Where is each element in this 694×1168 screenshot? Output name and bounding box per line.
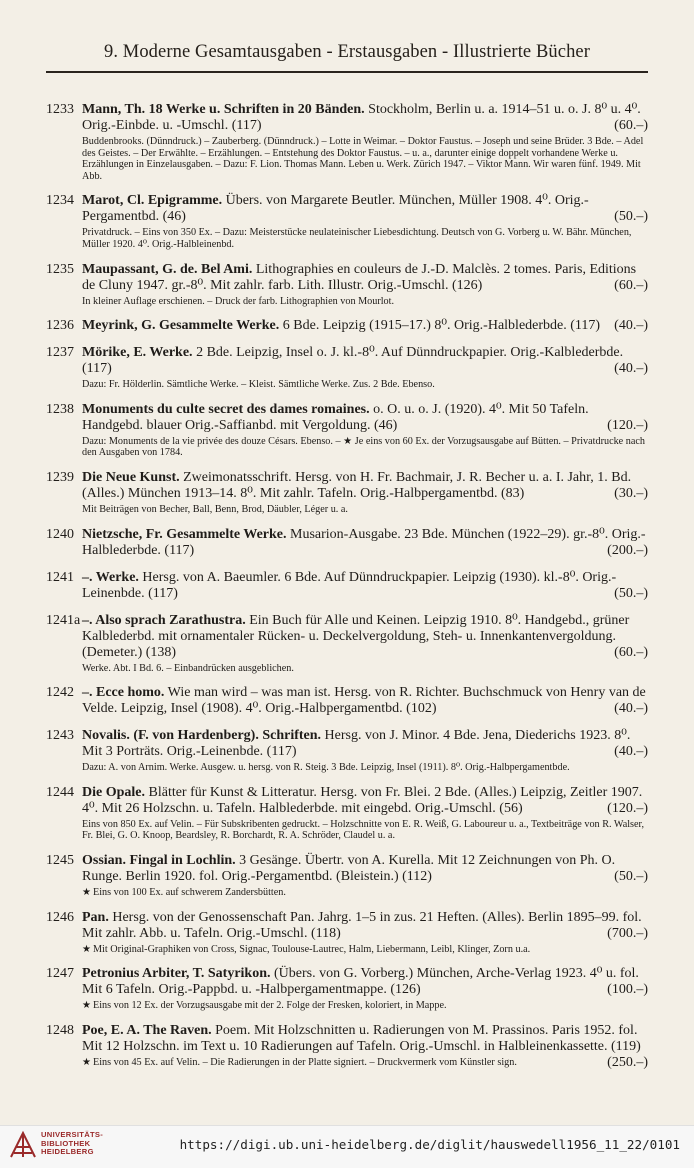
entry-title: Ossian. Fingal in Lochlin.	[82, 852, 236, 868]
entry-price: (700.–)	[607, 925, 648, 941]
entry-note: Buddenbrooks. (Dünndruck.) – Zauberberg. (Dünndruck.) – Lotte in Weimar. – Doktor Faustus. – Joseph und seine Brüder. 3 Bde. – Adel des Geistes. – Der Erwählte. – Erzählungen. – Entstehung des Doktor Faustus. – u. a., darunter einige doppelt vorhandene Werke u. Erzählungen in Einzelausgaben. – Dazu: F. Lion. Thomas Mann. Leben u. Werk. Zürich 1947. – Viktor Mann. Wir waren fünf. 1949. Mit Abb.	[82, 136, 644, 182]
entry-text: Übers. von Margarete Beutler. München, Müller 1908. 4⁰. Orig.-Pergamentbd. (46)	[82, 193, 589, 225]
entry-title: Mann, Th. 18 Werke u. Schriften in 20 Bänden.	[82, 102, 365, 117]
catalog-entry	[46, 570, 648, 602]
entry-text: Zweimonatsschrift. Hersg. von H. Fr. Bachmair, J. R. Becher u. a. I. Jahr, 1. Bd. (Alles.) München 1913–14. 8⁰. Mit zahlr. Tafeln. Orig.-Halbpergamentbd. (83)	[82, 469, 632, 501]
entry-text: Musarion-Ausgabe. 23 Bde. München (1922–29). gr.-8⁰. Orig.-Halblederbde. (117)	[82, 526, 646, 558]
catalog-entry	[46, 527, 648, 559]
star-icon: ★	[82, 943, 91, 955]
entry-text: o. O. u. o. J. (1920). 4⁰. Mit 50 Tafeln. Handgebd. blauer Orig.-Saffianbd. mit Vergoldung. (46)	[82, 401, 589, 433]
entry-text: Ein Buch für Alle und Keinen. Leipzig 1910. 8⁰. Handgebd., grüner Kalblederbd. mit ornamentaler Rücken- u. Deckelvergoldung, Steh- u. Innenkantenvergoldung. (Demeter.) (138)	[82, 612, 630, 660]
entry-title: Meyrink, G. Gesammelte Werke.	[82, 318, 280, 334]
library-logo-text: UNIVERSITÄTS- BIBLIOTHEK HEIDELBERG	[41, 1130, 104, 1157]
permalink-url[interactable]: https://digi.ub.uni-heidelberg.de/diglit/hauswedell1956_11_22/0101	[179, 1137, 680, 1152]
entry-price: (40.–)	[614, 361, 648, 377]
catalog-entry	[46, 853, 648, 899]
entry-text: Hersg. von A. Baeumler. 6 Bde. Auf Dünndruckpapier. Leipzig (1930). kl.-8⁰. Orig.-Leinenbde. (117)	[82, 569, 617, 601]
entry-price: (50.–)	[614, 209, 648, 225]
entry-number: 1239	[46, 469, 74, 485]
entry-number: 1245	[46, 852, 74, 868]
entry-title: Nietzsche, Fr. Gesammelte Werke.	[82, 526, 287, 542]
entry-title: Maupassant, G. de. Bel Ami.	[82, 261, 253, 277]
entry-title: Marot, Cl. Epigramme.	[82, 193, 223, 209]
catalog-entry	[46, 613, 648, 675]
entry-number: 1237	[46, 345, 74, 361]
page-header: 9. Moderne Gesamtausgaben - Erstausgaben - Illustrierte Bücher	[103, 42, 590, 62]
entry-text: 2 Bde. Leipzig, Insel o. J. kl.-8⁰. Auf Dünndruckpapier. Orig.-Kalblederbde. (117)	[82, 345, 624, 377]
entry-text: Hersg. von der Genossenschaft Pan. Jahrg. 1–5 in zus. 21 Heften. (Alles). Berlin 1895–99. fol. Mit zahlr. Abb. u. Tafeln. Orig.-Umschl. (118)	[82, 909, 642, 941]
entry-number: 1235	[46, 261, 74, 277]
entry-number: 1247	[46, 966, 74, 982]
entry-note: Mit Original-Graphiken von Cross, Signac, Toulouse-Lautrec, Halm, Liebermann, Leibl, Klinger, Zorn u.a.	[92, 943, 531, 955]
catalog-entry	[46, 910, 648, 956]
star-icon: ★	[82, 1000, 91, 1012]
entry-title: Die Neue Kunst.	[82, 469, 180, 485]
entry-number: 1248	[46, 1022, 74, 1038]
entry-note: Dazu: Fr. Hölderlin. Sämtliche Werke. – Kleist. Sämtliche Werke. Zus. 2 Bde. Ebenso.	[82, 379, 435, 391]
catalog-entry	[46, 1023, 648, 1069]
catalog-entry	[46, 402, 648, 459]
catalog-entry	[46, 262, 648, 308]
entry-title: Die Opale.	[82, 784, 145, 800]
entry-price: (120.–)	[607, 417, 648, 433]
entry-note: Eins von 45 Ex. auf Velin. – Die Radierungen in der Platte signiert. – Druckvermerk vom Künstler sign.	[92, 1056, 517, 1068]
entry-text: Hersg. von J. Minor. 4 Bde. Jena, Diederichs 1923. 8⁰. Mit 3 Porträts. Orig.-Leinenbde. (117)	[82, 728, 631, 760]
catalog-entry	[46, 470, 648, 516]
star-icon: ★	[82, 886, 91, 898]
entry-price: (60.–)	[614, 277, 648, 293]
entry-title: Novalis. (F. von Hardenberg). Schriften.	[82, 728, 322, 744]
entry-note: Dazu: Monuments de la vie privée des douze Césars. Ebenso. – ★ Je eins von 60 Ex. der Vorzugsausgabe auf Bütten. – Privatdrucke nach den Ausgaben von 1784.	[82, 435, 645, 459]
catalog-entry	[46, 728, 648, 774]
entry-number: 1242	[46, 685, 74, 701]
entry-list	[46, 102, 648, 1079]
entry-title: –. Ecce homo.	[82, 685, 165, 701]
catalog-entry	[46, 785, 648, 842]
entry-note: Mit Beiträgen von Becher, Ball, Benn, Brod, Däubler, Léger u. a.	[82, 503, 348, 515]
entry-number: 1238	[46, 401, 74, 417]
entry-number: 1246	[46, 909, 74, 925]
entry-note: Privatdruck. – Eins von 350 Ex. – Dazu: Meisterstücke neulateinischer Liebesdichtung. Deutsch von G. Vorberg u. W. Bähr. München, Müller 1920. 4⁰. Orig.-Halbleinenbd.	[82, 227, 632, 250]
entry-title: Pan.	[82, 909, 109, 925]
catalog-entry	[46, 318, 648, 334]
entry-number: 1240	[46, 526, 74, 542]
entry-note: Werke. Abt. I Bd. 6. – Einbandrücken ausgeblichen.	[82, 662, 294, 674]
catalog-entry	[46, 193, 648, 250]
entry-title: –. Werke.	[82, 569, 139, 585]
entry-price: (100.–)	[607, 982, 648, 998]
entry-price: (120.–)	[607, 800, 648, 816]
entry-note: Dazu: A. von Arnim. Werke. Ausgew. u. hersg. von R. Steig. 3 Bde. Leipzig, Insel (1911). 8⁰. Orig.-Halbpergamentbde.	[82, 762, 570, 774]
entry-number: 1243	[46, 728, 74, 744]
catalog-entry	[46, 966, 648, 1012]
entry-note: Eins von 100 Ex. auf schwerem Zandersbütten.	[92, 886, 286, 898]
catalog-entry	[46, 685, 648, 717]
entry-text: Lithographies en couleurs de J.-D. Malclès. 2 tomes. Paris, Editions de Cluny 1947. gr.-8⁰. Mit zahlr. farb. Lith. Illustr. Orig.-Umschl. (126)	[82, 261, 637, 293]
entry-title: Monuments du culte secret des dames romaines.	[82, 401, 370, 417]
entry-text: Blätter für Kunst & Litteratur. Hersg. von Fr. Blei. 2 Bde. (Alles.) Leipzig, Zeitler 1907. 4⁰. Mit 26 Holzschn. u. Tafeln. Halblederbde. mit eingebd. Orig.-Umschl. (56)	[82, 784, 643, 816]
entry-text: (Übers. von G. Vorberg.) München, Arche-Verlag 1923. 4⁰ u. fol. Mit 6 Tafeln. Orig.-Pappbd. u. -Halbpergamentmappe. (126)	[82, 966, 639, 998]
catalog-entry	[46, 345, 648, 391]
catalog-entry	[46, 102, 648, 182]
entry-price: (200.–)	[607, 542, 648, 558]
entry-price: (40.–)	[614, 318, 648, 334]
entry-text: Stockholm, Berlin u. a. 1914–51 u. o. J. 8⁰ u. 4⁰. Orig.-Einbde. u. -Umschl. (117)	[82, 102, 641, 133]
entry-text: 3 Gesänge. Übertr. von A. Kurella. Mit 12 Zeichnungen von Ph. O. Runge. Berlin 1920. fol. Orig.-Pergamentbd. (Bleistein.) (112)	[82, 852, 616, 884]
entry-text: Wie man wird – was man ist. Hersg. von R. Richter. Buchschmuck von Henry van de Velde. Leipzig, Insel (1908). 4⁰. Orig.-Halbpergamentbd. (102)	[82, 685, 646, 717]
entry-number: 1241	[46, 569, 74, 585]
entry-title: Poe, E. A. The Raven.	[82, 1022, 212, 1038]
entry-number: 1241a	[46, 612, 81, 628]
entry-price: (40.–)	[614, 701, 648, 717]
entry-price: (60.–)	[614, 644, 648, 660]
star-icon: ★	[82, 1056, 91, 1068]
entry-price: (60.–)	[614, 118, 648, 133]
entry-price: (250.–)	[607, 1054, 648, 1070]
entry-note: Eins von 850 Ex. auf Velin. – Für Subskribenten gedruckt. – Holzschnitte von E. R. Weiß, G. Laboureur u. a., Textbeiträge von R. Walser, Fr. Blei, G. O. Knoop, Beardsley, R. Borchardt, R. A. Schröder, Claudel u. a.	[82, 818, 645, 842]
entry-title: Mörike, E. Werke.	[82, 345, 193, 361]
entry-number: 1236	[46, 318, 74, 334]
entry-number: 1244	[46, 784, 74, 800]
entry-price: (30.–)	[614, 485, 648, 501]
entry-text: Poem. Mit Holzschnitten u. Radierungen von M. Prassinos. Paris 1952. fol. Mit 12 Holzschn. im Text u. 10 Radierungen auf Tafeln. Orig.-Umschl. in Halbleinenkassette. (119)	[82, 1022, 641, 1054]
entry-note: In kleiner Auflage erschienen. – Druck der farb. Lithographien von Mourlot.	[82, 295, 395, 307]
entry-title: Petronius Arbiter, T. Satyrikon.	[82, 966, 271, 982]
entry-price: (40.–)	[614, 744, 648, 760]
entry-text: 6 Bde. Leipzig (1915–17.) 8⁰. Orig.-Halblederbde. (117)	[279, 318, 601, 334]
entry-number: 1233	[46, 102, 74, 117]
entry-note: Eins von 12 Ex. der Vorzugsausgabe mit der 2. Folge der Fresken, koloriert, in Mappe.	[92, 1000, 447, 1012]
entry-price: (50.–)	[614, 868, 648, 884]
header-rule	[46, 71, 648, 73]
entry-price: (50.–)	[614, 585, 648, 601]
entry-number: 1234	[46, 193, 74, 209]
library-logo-icon	[8, 1129, 38, 1161]
entry-title: –. Also sprach Zarathustra.	[82, 612, 246, 628]
